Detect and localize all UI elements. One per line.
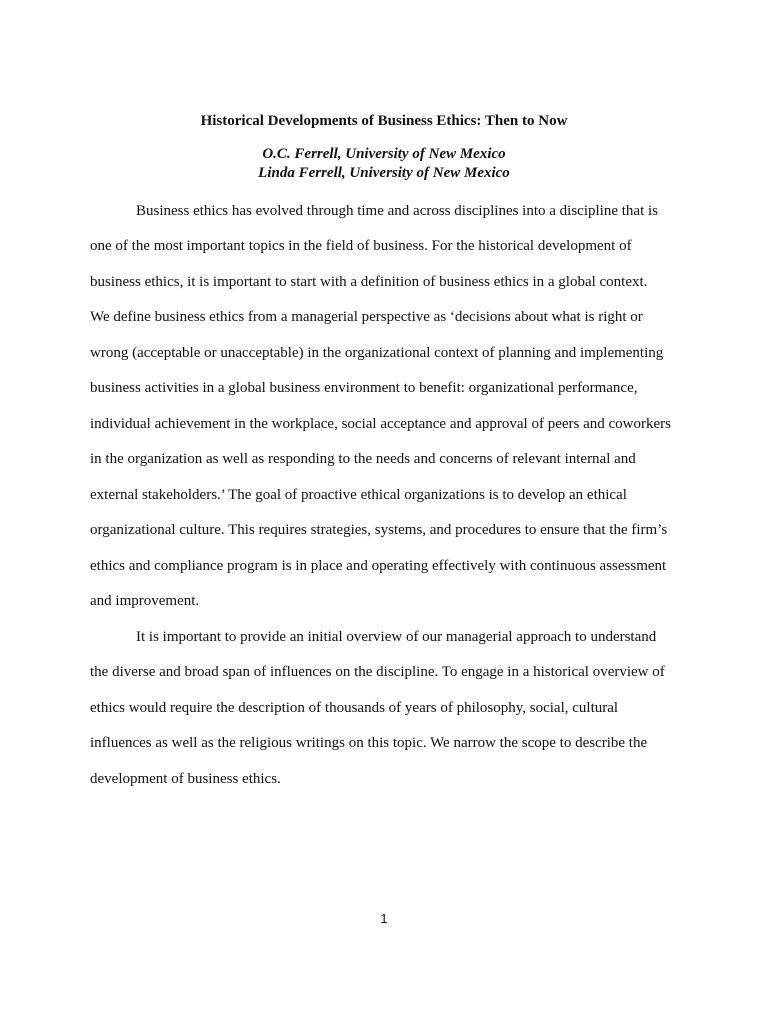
author-line: Linda Ferrell, University of New Mexico bbox=[258, 165, 510, 181]
text-line: and improvement. bbox=[90, 593, 200, 609]
document-title: Historical Developments of Business Ethics: Then to Now bbox=[200, 113, 568, 129]
author-line: O.C. Ferrell, University of New Mexico bbox=[262, 146, 506, 162]
text-line: It is important to provide an initial overview of our managerial approach to understand bbox=[136, 629, 657, 645]
page-number: 1 bbox=[380, 911, 388, 926]
text-line: development of business ethics. bbox=[90, 771, 281, 787]
text-line: in the organization as well as responding to the needs and concerns of relevant internal and bbox=[90, 451, 636, 467]
text-line: one of the most important topics in the field of business. For the historical development of bbox=[90, 238, 632, 254]
text-line: wrong (acceptable or unacceptable) in the organizational context of planning and implementing bbox=[90, 345, 664, 361]
text-line: influences as well as the religious writings on this topic. We narrow the scope to describe the bbox=[90, 735, 648, 751]
text-line: individual achievement in the workplace, social acceptance and approval of peers and coworkers bbox=[90, 416, 672, 432]
text-line: the diverse and broad span of influences on the discipline. To engage in a historical overview of bbox=[90, 664, 665, 680]
text-line: business activities in a global business environment to benefit: organizational performance, bbox=[90, 380, 638, 396]
text-line: Business ethics has evolved through time and across disciplines into a discipline that is bbox=[136, 203, 658, 219]
text-line: ethics and compliance program is in place and operating effectively with continuous assessment bbox=[90, 558, 667, 574]
text-line: ethics would require the description of thousands of years of philosophy, social, cultural bbox=[90, 700, 619, 716]
text-line: external stakeholders.’ The goal of proactive ethical organizations is to develop an ethical bbox=[90, 487, 627, 503]
text-line: We define business ethics from a managerial perspective as ‘decisions about what is right or bbox=[90, 309, 643, 325]
text-line: organizational culture. This requires strategies, systems, and procedures to ensure that the firm’s bbox=[90, 522, 668, 538]
author-block bbox=[0, 145, 768, 183]
text-line: business ethics, it is important to start with a definition of business ethics in a global context. bbox=[90, 274, 648, 290]
